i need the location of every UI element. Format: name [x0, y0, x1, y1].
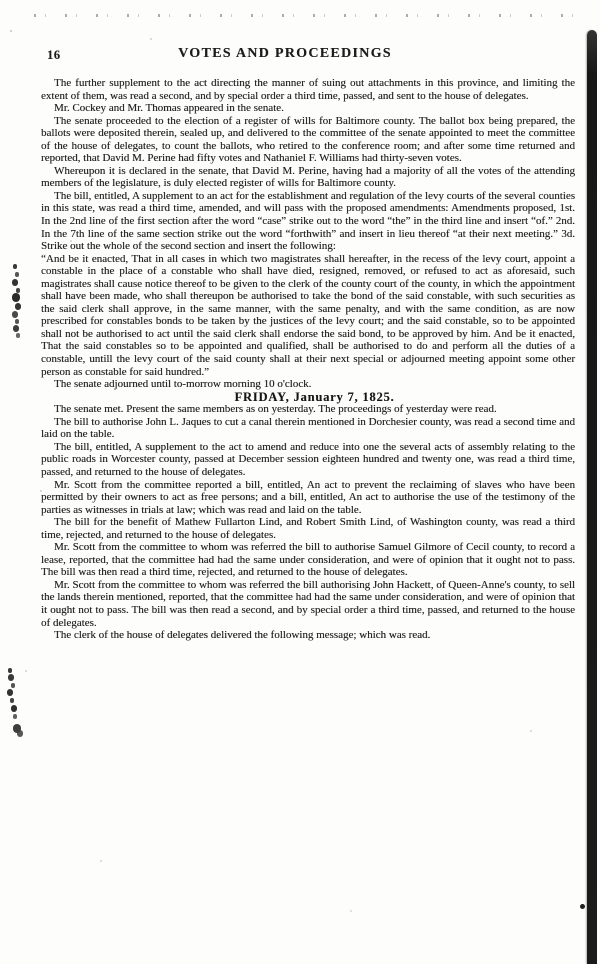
paragraph-scott-reported-bills: Mr. Scott from the committee reported a bill, entitled, An act to prevent the reclaiming of slaves who have been permitted by their owners to act as free persons; and a bill, entitled, An act to authorise the use of the testimony of the parties as witnesses in trials at law; which was read and laid on the table. — [41, 478, 575, 516]
ink-smudge-upper — [13, 264, 17, 269]
page-body — [41, 77, 575, 642]
paper-specks — [10, 30, 12, 32]
ink-dot — [580, 904, 585, 909]
paragraph-attachments-supplement: The further supplement to the act directing the manner of suing out attachments in this province, and limiting the extent of them, was read a second, and by special order a third time, passed, and sent to the house of delegates. — [41, 77, 575, 102]
paragraph-members-appeared: Mr. Cockey and Mr. Thomas appeared in the senate. — [54, 102, 284, 115]
section-heading-friday: FRIDAY, January 7, 1825. — [234, 389, 395, 404]
scan-edge-bar — [587, 30, 597, 964]
running-title: VOTES AND PROCEEDINGS — [178, 46, 392, 61]
page-header — [0, 46, 600, 64]
page-number: 16 — [47, 48, 61, 62]
scan-noise-speckles — [28, 14, 573, 17]
paragraph-hackett-lands-bill: Mr. Scott from the committee to whom was referred the bill authorising John Hackett, of Queen-Anne's county, to sell the lands therein mentioned, reported, that the committee had had the same under consideration, and were of opinion that it ought not to pass. The bill was then read a second, and by special order a third time, passed, and returned to the house of delegates. — [41, 578, 575, 629]
paragraph-enactment-quote: “And be it enacted, That in all cases in which two magistrates shall hereafter, in the recess of the levy court, appoint a constable in the place of a constable who shall have died, resigned, removed, or refused to act as aforesaid, such magistrates shall cause notice thereof to be given to the clerk of the county court of the county, in which the appointment shall have been made, who shall thereupon be authorised to take the bond of the said constable, with such securities as the said clerk shall approve, in the same manner, with the same penalty, and with the same condition, as are now prescribed for constables bonds to be taken by the justices of the levy court; and the said constable, so to be appointed shall not be authorised to act until the said clerk shall endorse the said bond, to be approved by him. And be it enacted, That the said constables so to be appointed and qualified, shall be authorised to do and perform all the duties of a constable, untill the levy court of the said county shall at their next special or adjourned meeting appoint some other person as constable for said hundred.” — [41, 252, 575, 378]
paragraph-register-of-wills-election: The senate proceeded to the election of a register of wills for Baltimore county. The ballot box being prepared, the ballots were deposited therein, sealed up, and delivered to the committee of the senate appointed to meet the committee of the house of delegates, to count the ballots, who retired to the conference room; and after some time returned and reported, that David M. Perine had fifty votes and Nathaniel F. Williams had thirty-seven votes. — [41, 114, 575, 165]
ink-smudge-lower — [8, 668, 12, 673]
paragraph-levy-courts-bill-amendments: The bill, entitled, A supplement to an act for the establishment and regulation of the levy courts of the several counties in this state, was read a third time, amended, and will pass with the proposed amendments: Amendments proposed, 1st. In the 2nd line of the first section after the word “case” strike out to the word “the” in the third line and insert “of.” 2nd. In the 7th line of the same section strike out the word “forthwith” and insert in lieu thereof “at their next meeting.” 3d. Strike out the whole of the second section and insert the following: — [41, 189, 575, 253]
paragraph-senate-met: The senate met. Present the same members as on yesterday. The proceedings of yesterday were read. — [54, 403, 497, 416]
paragraph-perine-declared-elected: Whereupon it is declared in the senate, that David M. Perine, having had a majority of all the votes of the attending members of the legislature, is duly elected register of wills for Baltimore county. — [41, 164, 575, 190]
paragraph-gilmore-lease-bill: Mr. Scott from the committee to whom was referred the bill to authorise Samuel Gilmore of Cecil county, to record a lease, reported, that the committee had had the same under consideration, and were of opinion that it ought not to pass. The bill was then read a third time, rejected, and returned to the house of delegates. — [41, 541, 575, 579]
paragraph-jaques-canal-bill: The bill to authorise John L. Jaques to cut a canal therein mentioned in Dorchesier county, was read a second time and laid on the table. — [41, 415, 575, 441]
paragraph-worcester-roads-bill: The bill, entitled, A supplement to the act to amend and reduce into one the several acts of assembly relating to the public roads in Worcester county, passed at December session eighteen hundred and twenty one, was read a third time, passed, and returned to the house of delegates. — [41, 440, 575, 478]
paragraph-lind-benefit-bill: The bill for the benefit of Mathew Fullarton Lind, and Robert Smith Lind, of Washington county, was read a third time, rejected, and returned to the house of delegates. — [41, 516, 575, 541]
paragraph-senate-adjourned: The senate adjourned until to-morrow morning 10 o'clock. — [54, 378, 312, 391]
paragraph-clerk-message: The clerk of the house of delegates delivered the following message; which was read. — [54, 629, 431, 642]
